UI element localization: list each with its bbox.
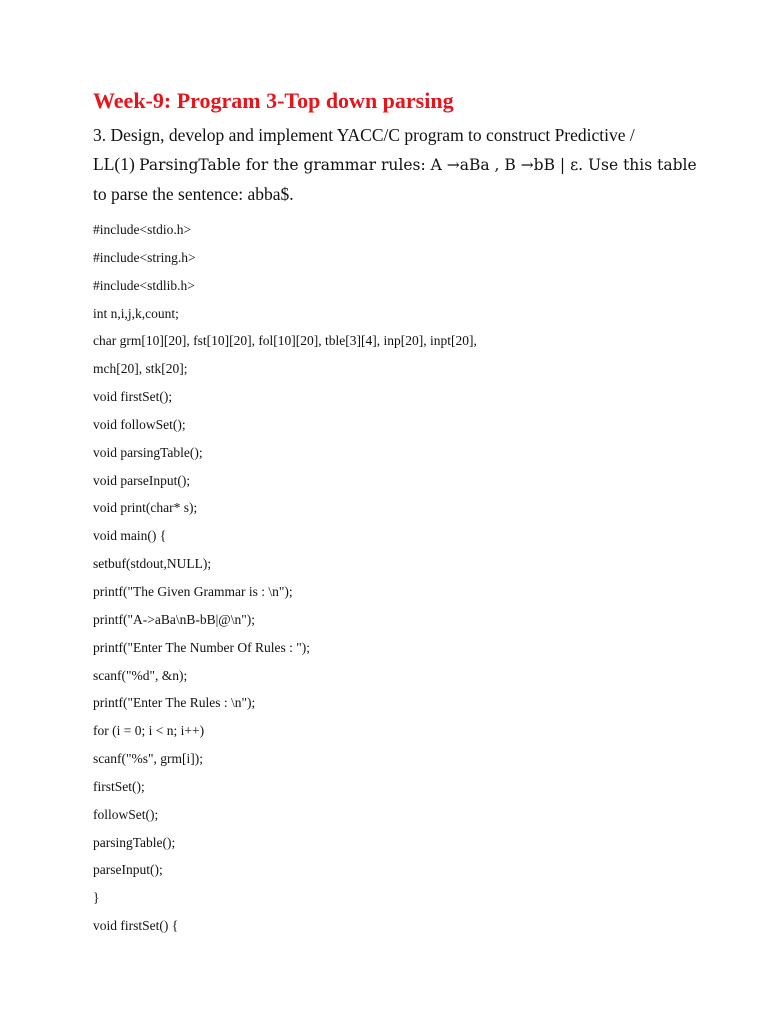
code-line: #include<stdio.h> — [93, 222, 192, 237]
code-line: printf("Enter The Rules : \n"); — [93, 695, 256, 711]
task-text: LL(1) — [93, 154, 140, 174]
code-line: void firstSet(); — [93, 389, 173, 405]
code-line: firstSet(); — [93, 778, 145, 794]
code-line: void firstSet() { — [93, 918, 179, 934]
code-line: printf("A->aBa\nB-bB|@\n"); — [93, 611, 255, 627]
code-line: scanf("%s", grm[i]); — [93, 751, 203, 767]
code-line: void parsingTable(); — [93, 444, 203, 460]
page-heading: Week-9: Program 3-Top down parsing — [93, 88, 454, 113]
code-line: char grm[10][20], fst[10][20], fol[10][20], tble[3][4], inp[20], inpt[20], — [93, 333, 477, 349]
task-text: to parse the sentence: abba$. — [93, 184, 294, 204]
task-description-line-2 — [93, 153, 697, 176]
code-line: printf("Enter The Number Of Rules : "); — [93, 639, 310, 655]
task-description-line-1 — [93, 124, 683, 146]
grammar-rules-text: ParsingTable for the grammar rules: A →aBa , B →bB | ε. Use this table — [139, 156, 697, 174]
code-line: scanf("%d", &n); — [93, 667, 188, 683]
code-line: #include<stdlib.h> — [93, 277, 195, 293]
code-line: parseInput(); — [93, 862, 163, 878]
code-line: printf("The Given Grammar is : \n"); — [93, 583, 293, 599]
task-text: 3. Design, develop and implement YACC/C program to construct Predictive / — [93, 125, 635, 145]
code-listing — [93, 219, 693, 943]
code-line: void parseInput(); — [93, 472, 191, 488]
task-description-line-3 — [93, 183, 683, 205]
code-line: #include<string.h> — [93, 249, 196, 265]
code-line: } — [93, 890, 100, 906]
code-line: void main() { — [93, 528, 167, 544]
code-line: void followSet(); — [93, 416, 186, 432]
code-line: setbuf(stdout,NULL); — [93, 556, 212, 572]
code-line: int n,i,j,k,count; — [93, 305, 179, 321]
code-line: mch[20], stk[20]; — [93, 361, 188, 377]
code-line: followSet(); — [93, 806, 159, 822]
code-line: void print(char* s); — [93, 500, 198, 516]
code-line: parsingTable(); — [93, 834, 176, 850]
code-line: for (i = 0; i < n; i++) — [93, 723, 205, 739]
